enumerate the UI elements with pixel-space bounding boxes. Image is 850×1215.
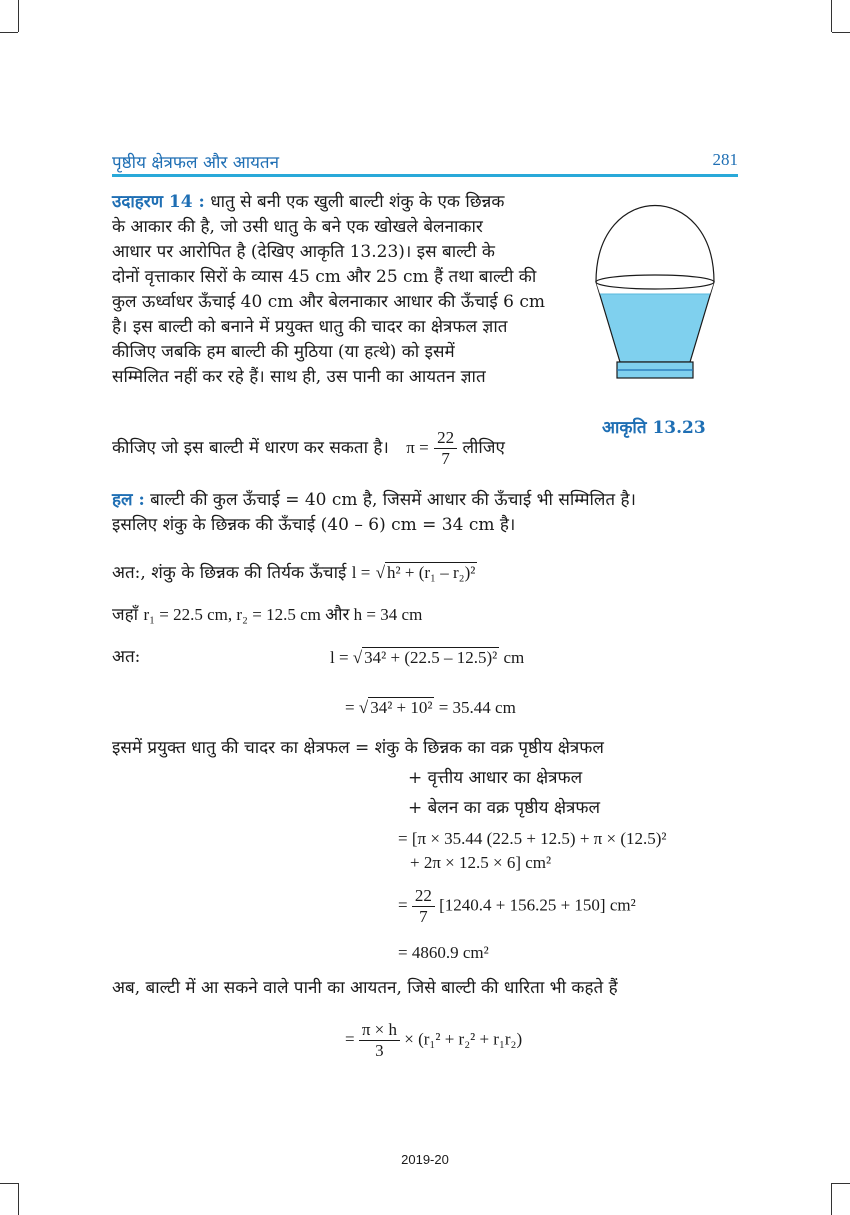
example-line: है। इस बाल्टी को बनाने में प्रयुक्त धातु की चादर का क्षेत्रफल ज्ञात — [112, 317, 508, 337]
bucket-handle — [596, 206, 714, 283]
crop-mark — [832, 32, 850, 33]
where-line: जहाँ r₁ = 22.5 cm, r₂ = 12.5 cm और h = 34 cm — [112, 605, 423, 625]
example-line: सम्मिलित नहीं कर रहे हैं। साथ ही, उस पानी का आयतन ज्ञात — [112, 367, 486, 387]
area-line-3: + बेलन का वक्र पृष्ठीय क्षेत्रफल — [408, 798, 601, 818]
bucket-rim — [596, 275, 714, 289]
example-line: के आकार की है, जो उसी धातु के बने एक खोखले बेलनाकार — [112, 217, 483, 237]
calc-line-2: = √ 34² + 10² = 35.44 cm — [345, 698, 516, 717]
example-line: कीजिए जबकि हम बाल्टी की मुठिया (या हत्थे) को इसमें — [112, 342, 455, 362]
example-line: आधार पर आरोपित है (देखिए आकृति 13.23)। इस बाल्टी के — [112, 242, 495, 262]
example-label: उदाहरण 14 : — [112, 192, 205, 212]
crop-mark — [831, 1183, 832, 1215]
bucket-figure — [590, 190, 720, 405]
example-line: दोनों वृत्ताकार सिरों के व्यास 45 cm और 25 cm हैं तथा बाल्टी की — [112, 267, 537, 287]
example-last-line: कीजिए जो इस बाल्टी में धारण कर सकता है। π = $\frac{22}{7}$ लीजिए — [112, 428, 505, 468]
fraction-pi-h-3: $\frac{\pi \times h}{3}$ — [359, 1020, 400, 1061]
solution-line-2: इसलिए शंकु के छिन्नक की ऊँचाई (40 – 6) cm = 34 cm है। — [112, 515, 516, 535]
crop-mark — [18, 1183, 19, 1215]
volume-formula: = $\frac{\pi \times h}{3}$ × (r₁² + r₂² + r₁r₂) — [345, 1020, 523, 1060]
fraction-22-7: $\frac{22}{7}$ — [412, 886, 435, 927]
calc-line-1: l = √ 34² + (22.5 – 12.5)² cm — [330, 648, 525, 667]
footer-year: 2019-20 — [401, 1152, 449, 1167]
fraction-22-7: $\frac{22}{7}$ — [434, 428, 457, 469]
volume-line: अब, बाल्टी में आ सकने वाले पानी का आयतन, जिसे बाल्टी की धारिता भी कहते हैं — [112, 978, 618, 998]
figure-caption: आकृति 13.23 — [602, 418, 706, 438]
area-line-5: + 2π × 12.5 × 6] cm² — [410, 853, 552, 872]
page-header-title: पृष्ठीय क्षेत्रफल और आयतन — [112, 153, 280, 173]
slant-height-line: अत:, शंकु के छिन्नक की तिर्यक ऊँचाई l = √ h² + (r₁ – r₂)² — [112, 563, 476, 583]
solution-label: हल : — [112, 490, 145, 510]
crop-mark — [831, 0, 832, 32]
crop-mark — [18, 0, 19, 32]
area-line-1: इसमें प्रयुक्त धातु की चादर का क्षेत्रफल = शंकु के छिन्नक का वक्र पृष्ठीय क्षेत्रफल — [112, 738, 604, 758]
header-rule — [112, 174, 738, 177]
area-fraction-line: = $\frac{22}{7}$ [1240.4 + 156.25 + 150] cm² — [398, 886, 636, 926]
crop-mark — [832, 1183, 850, 1184]
crop-mark — [0, 32, 18, 33]
crop-mark — [0, 1183, 18, 1184]
example-text — [112, 190, 587, 390]
example-line: कुल ऊर्ध्वाधर ऊँचाई 40 cm और बेलनाकार आधार की ऊँचाई 6 cm — [112, 292, 546, 312]
example-line: उदाहरण 14 : धातु से बनी एक खुली बाल्टी शंकु के एक छिन्नक — [112, 192, 505, 212]
area-result: = 4860.9 cm² — [398, 943, 489, 962]
solution-line-1: हल : बाल्टी की कुल ऊँचाई = 40 cm है, जिसमें आधार की ऊँचाई भी सम्मिलित है। — [112, 490, 636, 510]
ata-label: अत: — [112, 647, 141, 667]
area-line-4: = [π × 35.44 (22.5 + 12.5) + π × (12.5)² — [398, 829, 667, 848]
area-line-2: + वृत्तीय आधार का क्षेत्रफल — [408, 768, 583, 788]
page-number: 281 — [712, 150, 738, 169]
